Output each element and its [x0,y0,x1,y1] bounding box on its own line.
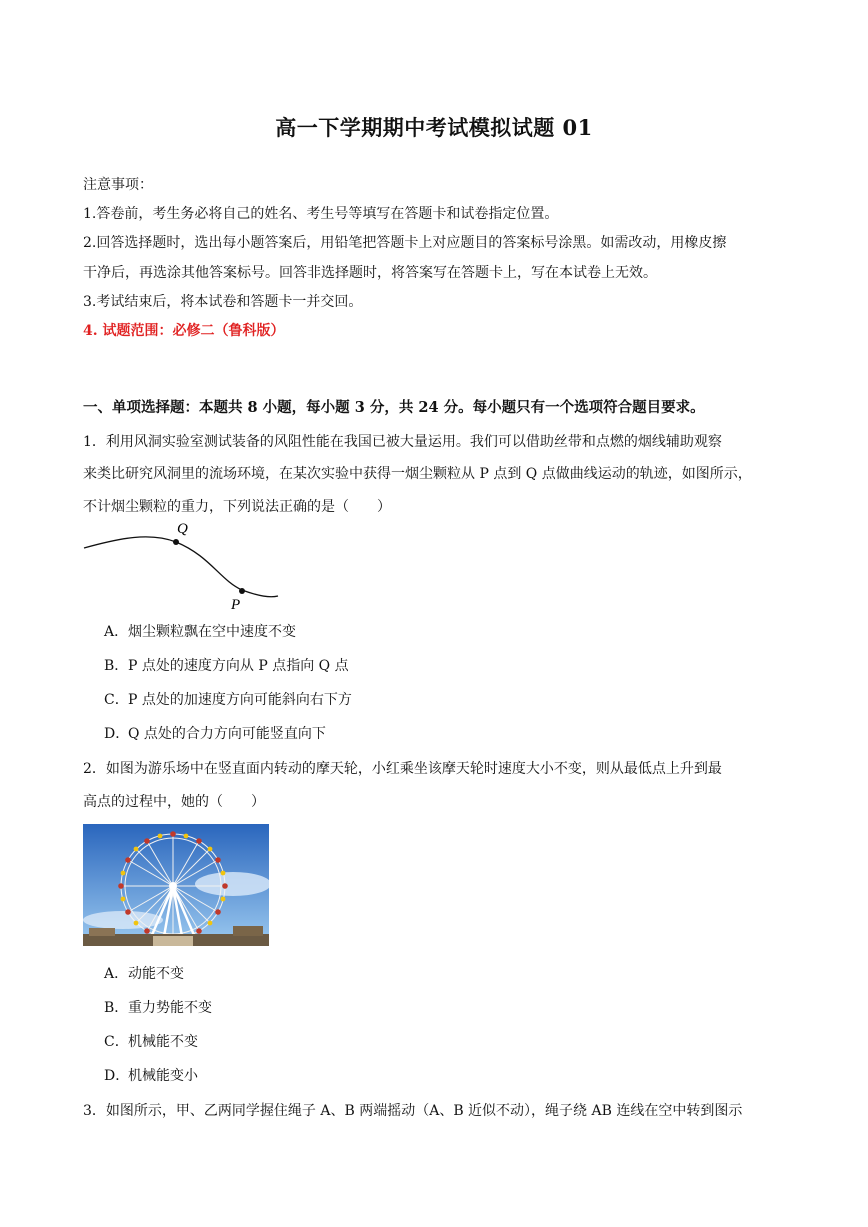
point-q-dot [173,539,179,545]
q1-line-3: 不计烟尘颗粒的重力，下列说法正确的是（ ） [83,499,391,515]
q1-option-b: B．P 点处的速度方向从 P 点指向 Q 点 [104,658,349,674]
q3-line-1: 3．如图所示，甲、乙两同学握住绳子 A、B 两端摇动（A、B 近似不动），绳子绕 AB 连线在空中转到图示 [83,1103,743,1119]
trajectory-figure [80,518,290,614]
trajectory-curve [84,537,278,597]
notice-heading: 注意事项： [83,177,153,193]
q2-option-d: D．机械能变小 [104,1068,198,1084]
exam-scope: 4. 试题范围：必修二（鲁科版） [83,323,285,339]
point-p-label: P [231,597,241,613]
q1-option-c: C．P 点处的加速度方向可能斜向右下方 [104,692,352,708]
ferris-wheel-photo [83,824,269,946]
q2-option-a: A．动能不变 [104,966,184,982]
q1-option-d: D．Q 点处的合力方向可能竖直向下 [104,726,326,742]
notice-item-1: 1.答卷前，考生务必将自己的姓名、考生号等填写在答题卡和试卷指定位置。 [83,206,559,222]
q2-line-2: 高点的过程中，她的（ ） [83,794,265,810]
q2-line-1: 2．如图为游乐场中在竖直面内转动的摩天轮，小红乘坐该摩天轮时速度大小不变，则从最低点上升到最 [83,761,722,777]
q2-option-c: C．机械能不变 [104,1034,198,1050]
page-title: 高一下学期期中考试模拟试题 01 [275,115,593,140]
point-q-label: Q [177,521,188,537]
section-heading: 一、单项选择题：本题共 8 小题，每小题 3 分，共 24 分。每小题只有一个选项符合题目要求。 [83,399,705,416]
point-p-dot [239,588,245,594]
q2-option-b: B．重力势能不变 [104,1000,212,1016]
q1-line-2: 来类比研究风洞里的流场环境，在某次实验中获得一烟尘颗粒从 P 点到 Q 点做曲线运动的轨迹，如图所示， [83,466,752,482]
notice-item-3: 3.考试结束后，将本试卷和答题卡一并交回。 [83,294,363,310]
q1-option-a: A．烟尘颗粒飘在空中速度不变 [104,624,296,640]
q1-line-1: 1．利用风洞实验室测试装备的风阻性能在我国已被大量运用。我们可以借助丝带和点燃的烟线辅助观察 [83,434,722,450]
notice-item-2-cont: 干净后，再选涂其他答案标号。回答非选择题时，将答案写在答题卡上，写在本试卷上无效。 [83,265,657,281]
notice-item-2: 2.回答选择题时，选出每小题答案后，用铅笔把答题卡上对应题目的答案标号涂黑。如需改动，用橡皮擦 [83,235,727,251]
